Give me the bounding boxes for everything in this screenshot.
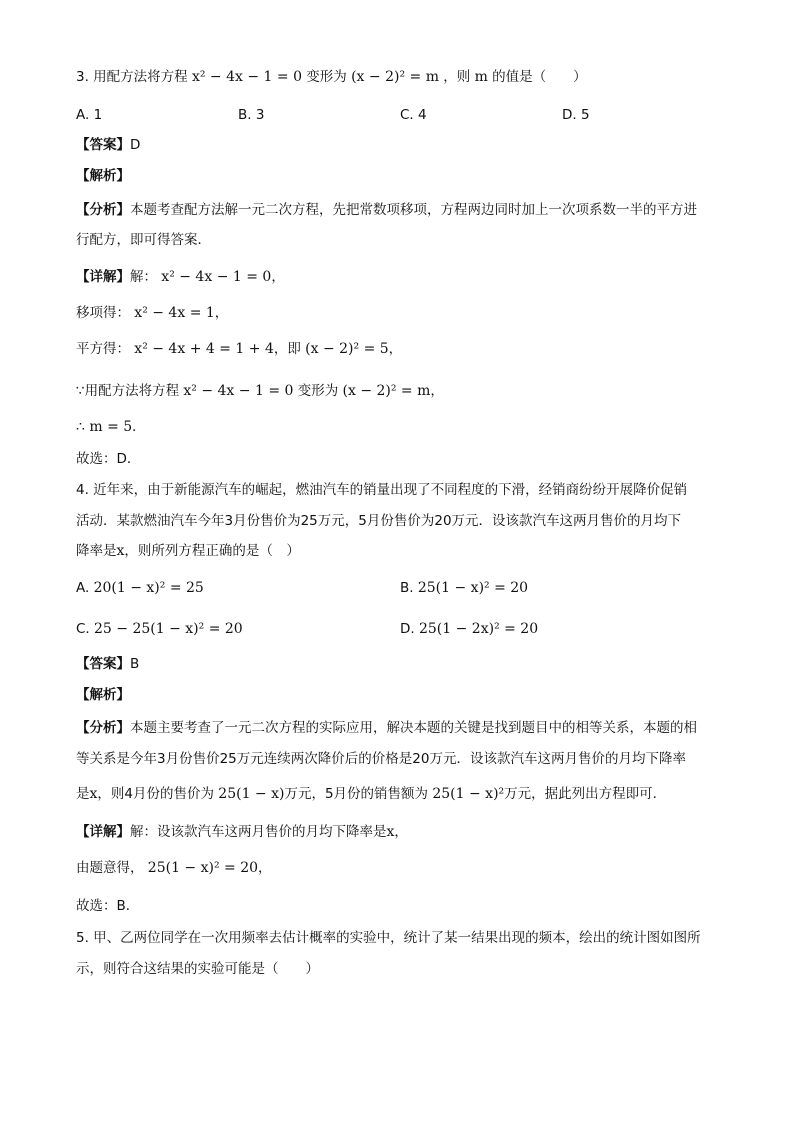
q4-fenxi-tag: 【分析】 [76,720,130,736]
q3-option-a: A. 1 [76,107,103,123]
q4-fenxi-line3-a: 是 [76,786,90,802]
q4-stem-line3 [76,542,300,560]
q3-because-prefix: ∵用配方法将方程 [76,383,180,399]
q3-therefore-equation: ∴ m = 5 [76,419,133,435]
q3-equation: x² − 4x − 1 = 0 [191,69,302,85]
q3-stem [76,68,587,86]
q4-detail-tag: 【详解】 [76,824,130,840]
q4-option-b-equation: 25(1 − x)² = 20 [417,580,529,596]
q4-option-d [400,620,538,638]
q4-detail-end: ， [394,824,408,840]
q3-step2-equation: x² − 4x + 4 = 1 + 4 [134,341,274,357]
q4-fenxi-line3-b: ，则4月份的售价为 [97,786,214,802]
q3-step1 [76,304,228,322]
q4-step-end: ， [258,860,272,876]
q4-fenxi-line3-c: 万元，5月份的销售额为 [284,786,429,802]
q4-fenxi-line3 [76,785,666,803]
q3-choose: 故选：D． [76,451,141,467]
q4-answer-tag: 【答案】 [76,656,130,672]
q4-stem-suffix: ，则所列方程正确的是（ ） [124,543,300,559]
q3-step2 [76,340,402,358]
q3-fenxi-tag: 【分析】 [76,202,130,218]
q3-equation-transformed: (x − 2)² = m [351,69,439,85]
q4-option-a-equation: 20(1 − x)² = 25 [93,580,204,596]
q3-stem-suffix: 的值是（ ） [492,69,587,85]
q4-step-equation: 25(1 − x)² = 20 [147,860,259,876]
q3-because-mid: 变形为 [297,383,339,399]
q3-detail [76,268,285,286]
q4-step [76,859,272,877]
q3-step1-end: ， [214,305,229,321]
q4-answer [76,655,139,673]
q3-because [76,382,444,400]
q3-step1-label: 移项得： [76,305,130,321]
q3-answer-value: D [130,137,141,153]
q4-option-a-letter: A. [76,580,90,596]
q4-option-d-letter: D. [400,621,415,637]
q4-fenxi-line1 [76,719,697,737]
q3-option-d: D. 5 [562,107,590,123]
q3-detail-tag: 【详解】 [76,269,130,285]
q3-step2-end: ， [388,341,403,357]
q3-step2-equation2: (x − 2)² = 5 [305,341,389,357]
q4-answer-value: B [130,656,140,672]
q3-detail-equation: x² − 4x − 1 = 0 [161,269,272,285]
q4-detail-text: 解：设该款汽车这两月售价的月均下降率是 [130,824,387,840]
q4-option-c-letter: C. [76,621,90,637]
q4-option-c [76,620,243,638]
q4-fenxi-expression2: 25(1 − x)² [432,786,505,802]
q3-step2-label: 平方得： [76,341,130,357]
q3-answer-tag: 【答案】 [76,137,130,153]
q4-choose: 故选：B． [76,898,140,914]
q4-detail-variable: x [386,824,395,840]
q3-because-equation: x² − 4x − 1 = 0 [183,383,294,399]
q4-fenxi-variable: x [89,786,98,802]
q4-step-label: 由题意得， [76,860,144,876]
q3-therefore-end: ． [132,419,146,435]
q4-stem-prefix: 降率是 [76,543,117,559]
q3-fenxi-text1: 本题考查配方法解一元二次方程，先把常数项移项，方程两边同时加上一次项系数一半的平方进 [130,202,697,218]
q4-option-d-equation: 25(1 − 2x)² = 20 [418,621,539,637]
q3-option-b: B. 3 [238,107,265,123]
q3-answer [76,136,140,154]
q3-fenxi-line2: 行配方，即可得答案． [76,232,211,248]
q4-variable: x [116,543,125,559]
q3-variable: m [474,69,488,85]
q4-fenxi-line2: 等关系是今年3月份售价25万元连续两次降价后的价格是20万元．设该款汽车这两月售价的月均下降率 [76,751,686,767]
q3-detail-prefix: 解： [130,269,157,285]
q4-option-c-equation: 25 − 25(1 − x)² = 20 [94,621,243,637]
q3-step1-equation: x² − 4x = 1 [134,305,215,321]
q3-fenxi-line1 [76,201,697,219]
q3-analysis-tag: 【解析】 [76,168,130,184]
q4-analysis-tag: 【解析】 [76,687,130,703]
q4-fenxi-text1: 本题主要考查了一元二次方程的实际应用，解决本题的关键是找到题目中的相等关系，本题的相 [130,720,697,736]
q3-step2-mid: ，即 [273,341,301,357]
q3-stem-prefix: 3. 用配方法将方程 [76,69,188,85]
q3-stem-mid: 变形为 [306,69,347,85]
q4-detail [76,823,408,841]
q4-fenxi-line3-d: 万元，据此列出方程即可． [504,786,667,802]
q3-stem-mid2: ，则 [443,69,471,85]
q4-option-a [76,579,204,597]
q5-stem-line1: 5. 甲、乙两位同学在一次用频率去估计概率的实验中，统计了某一结果出现的频本，绘出的统计图如图所 [76,930,701,946]
q5-stem-line2: 示，则符合这结果的实验可能是（ ） [76,961,319,977]
q3-detail-end: ， [271,269,285,285]
q4-option-b [400,579,528,597]
q3-therefore [76,418,146,436]
q4-fenxi-expression1: 25(1 − x) [218,786,285,802]
q4-stem-line1: 4. 近年来，由于新能源汽车的崛起，燃油汽车的销量出现了不同程度的下滑，经销商纷纷开展降价促销 [76,482,688,498]
q4-option-b-letter: B. [400,580,414,596]
q4-stem-line2: 活动．某款燃油汽车今年3月份售价为25万元，5月份售价为20万元．设该款汽车这两月售价的月均下 [76,513,682,529]
q3-because-equation2: (x − 2)² = m [342,383,431,399]
q3-because-end: ， [430,383,444,399]
q3-option-c: C. 4 [400,107,427,123]
